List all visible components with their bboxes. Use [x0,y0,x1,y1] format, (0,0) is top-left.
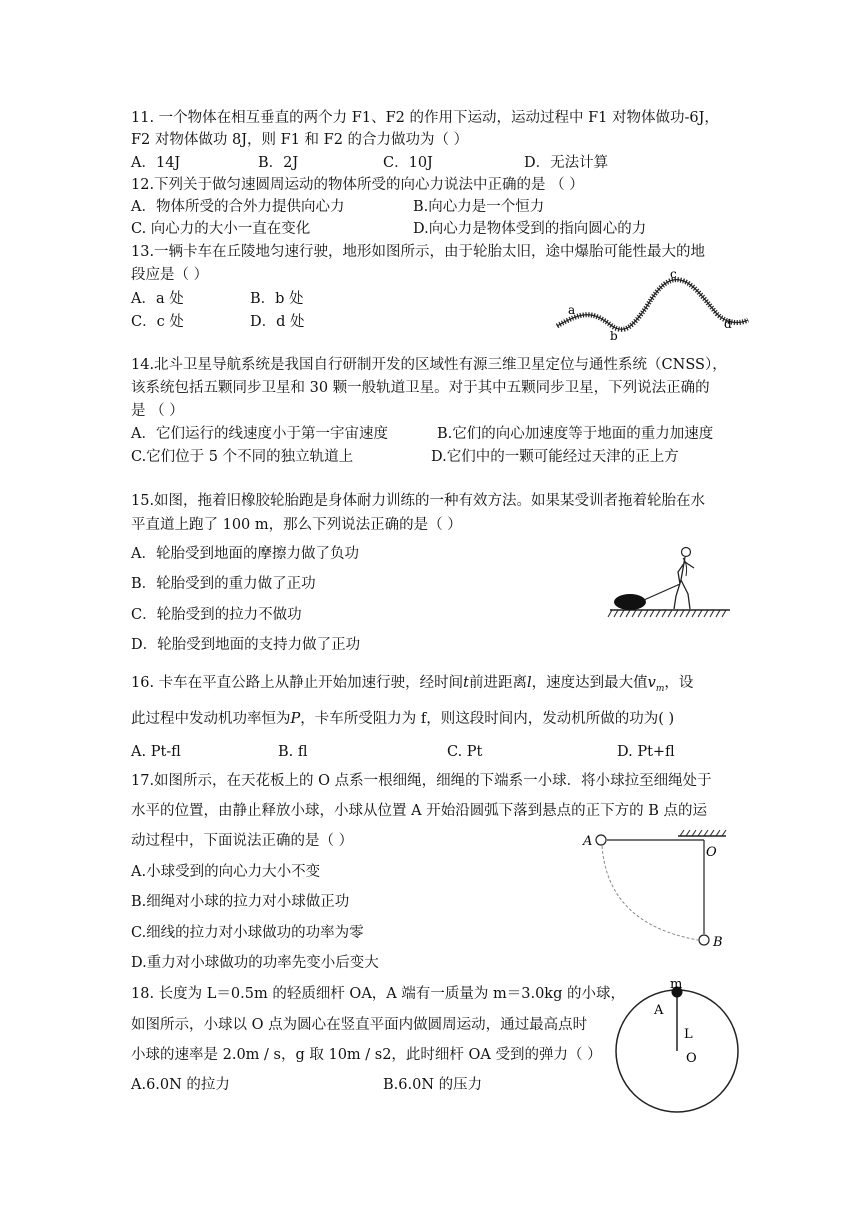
rod-label-m: m [670,977,683,992]
rod-label-a: A [654,1003,664,1018]
q11-option-c: C．10J [383,155,433,171]
tire-shape [614,594,646,610]
q12-option-d: D.向心力是物体受到的指向圆心的力 [413,221,647,237]
pendulum-figure [580,828,730,956]
q17-option-c: C.细线的拉力对小球做功的功率为零 [131,925,364,941]
hill-label-b: b [610,329,618,343]
q18-option-b: B.6.0N 的压力 [383,1077,483,1093]
pendulum-label-a: A [583,834,593,849]
q13-option-d: D．d 处 [250,314,305,330]
q13-option-c: C．c 处 [131,314,184,330]
q16-text-3: ，速度达到最大值 [531,675,648,691]
q14-option-b: B.它们的向心加速度等于地面的重力加速度 [437,426,714,442]
symbol-m-subscript: m [655,683,665,694]
q13-stem-line-1: 13.一辆卡车在丘陵地匀速行驶，地形如图所示，由于轮胎太旧，途中爆胎可能性最大的地 [131,244,706,260]
hill-label-c: c [670,267,677,281]
q17-option-a: A.小球受到的向心力大小不变 [131,864,321,880]
q12-option-a: A．物体所受的合外力提供向心力 [131,199,345,215]
q14-option-c: C.它们位于 5 个不同的独立轨道上 [131,449,354,465]
rod-circle-figure [614,977,744,1114]
q12-stem: 12.下列关于做匀速圆周运动的物体所受的向心力说法中正确的是 （ ） [131,177,584,193]
hill-terrain-figure [552,266,752,346]
q16-text-4: ，设 [664,675,694,691]
q11-option-d: D．无法计算 [524,155,609,171]
q18-stem-line-1: 18. 长度为 L＝0.5m 的轻质细杆 OA，A 端有一质量为 m＝3.0kg 的小球， [131,986,625,1002]
q11-stem-line-2: F2 对物体做功 8J，则 F1 和 F2 的合力做功为（ ） [131,132,469,148]
q18-stem-line-3: 小球的速率是 2.0m / s，g 取 10m / s2，此时细杆 OA 受到的弹力（ ） [131,1047,602,1063]
q14-stem-line-2: 该系统包括五颗同步卫星和 30 颗一般轨道卫星。对于其中五颗同步卫星，下列说法正确的 [131,380,710,396]
q16-text-1: 16. 卡车在平直公路上从静止开始加速行驶，经时间 [131,675,464,691]
q16-option-b: B. fl [278,744,308,760]
q17-option-d: D.重力对小球做功的功率先变小后变大 [131,955,379,971]
symbol-t: t [463,675,469,691]
q16-option-c: C. Pt [447,744,483,760]
q15-stem-line-1: 15.如图，拖着旧橡胶轮胎跑是身体耐力训练的一种有效方法。如果某受训者拖着轮胎在水 [131,493,706,509]
q15-option-a: A．轮胎受到地面的摩擦力做了负功 [131,546,359,562]
q14-option-a: A．它们运行的线速度小于第一宇宙速度 [131,426,388,442]
q12-option-c: C. 向心力的大小一直在变化 [131,221,311,237]
hill-label-d: d [724,317,732,331]
q11-option-b: B．2J [258,155,299,171]
q15-option-b: B．轮胎受到的重力做了正功 [131,576,316,592]
q12-option-b: B.向心力是一个恒力 [413,199,545,215]
symbol-l: l [527,675,532,691]
pendulum-label-b: B [713,935,723,950]
q15-stem-line-2: 平直道上跑了 100 m，那么下列说法正确的是（ ） [131,517,462,533]
q15-option-c: C．轮胎受到的拉力不做功 [131,607,302,623]
symbol-vm [647,675,665,694]
rod-label-o: O [686,1051,697,1066]
q17-stem-line-3: 动过程中，下面说法正确的是（ ） [131,833,354,849]
q17-stem-line-1: 17.如图所示，在天花板上的 O 点系一根细绳，细绳的下端系一小球．将小球拉至细绳处于 [131,773,712,789]
q14-option-d: D.它们中的一颗可能经过天津的正上方 [431,449,679,465]
q13-option-b: B．b 处 [250,291,304,307]
hill-label-a: a [568,303,576,317]
q13-option-a: A．a 处 [131,291,184,307]
q16-option-a: A. Pt-fl [131,744,181,760]
symbol-v: v [647,675,656,691]
q16-text-6: ，卡车所受阻力为 f，则这段时间内，发动机所做的功为( ) [300,711,675,727]
rod-label-l: L [684,1027,693,1042]
q13-stem-line-2: 段应是（ ） [131,267,209,283]
q16-stem-line-2 [131,710,674,728]
q18-option-a: A.6.0N 的拉力 [131,1077,230,1093]
q16-text-2: 前进距离 [469,675,527,691]
q11-stem-line-1: 11. 一个物体在相互垂直的两个力 F1、F2 的作用下运动，运动过程中 F1 对物体做功-6J， [131,110,719,126]
q16-text-5: 此过程中发动机功率恒为 [131,711,291,727]
q14-stem-line-1: 14.北斗卫星导航系统是我国自行研制开发的区域性有源三维卫星定位与通性系统（CNSS）， [131,357,727,373]
q15-option-d: D．轮胎受到地面的支持力做了正功 [131,637,361,653]
symbol-P: P [290,711,301,727]
q16-option-d: D. Pt+fl [617,744,675,760]
q14-stem-line-3: 是 （ ） [131,403,184,419]
q11-option-a: A．14J [131,155,181,171]
q17-stem-line-2: 水平的位置，由静止释放小球，小球从位置 A 开始沿圆弧下落到悬点的正下方的 B 点的运 [131,803,708,819]
q17-option-b: B.细绳对小球的拉力对小球做正功 [131,894,350,910]
q18-stem-line-2: 如图所示，小球以 O 点为圆心在竖直平面内做圆周运动，通过最高点时 [131,1017,588,1033]
tire-dragging-figure [608,544,732,622]
q16-stem-line-1 [131,674,693,698]
pendulum-label-o: O [706,845,717,860]
